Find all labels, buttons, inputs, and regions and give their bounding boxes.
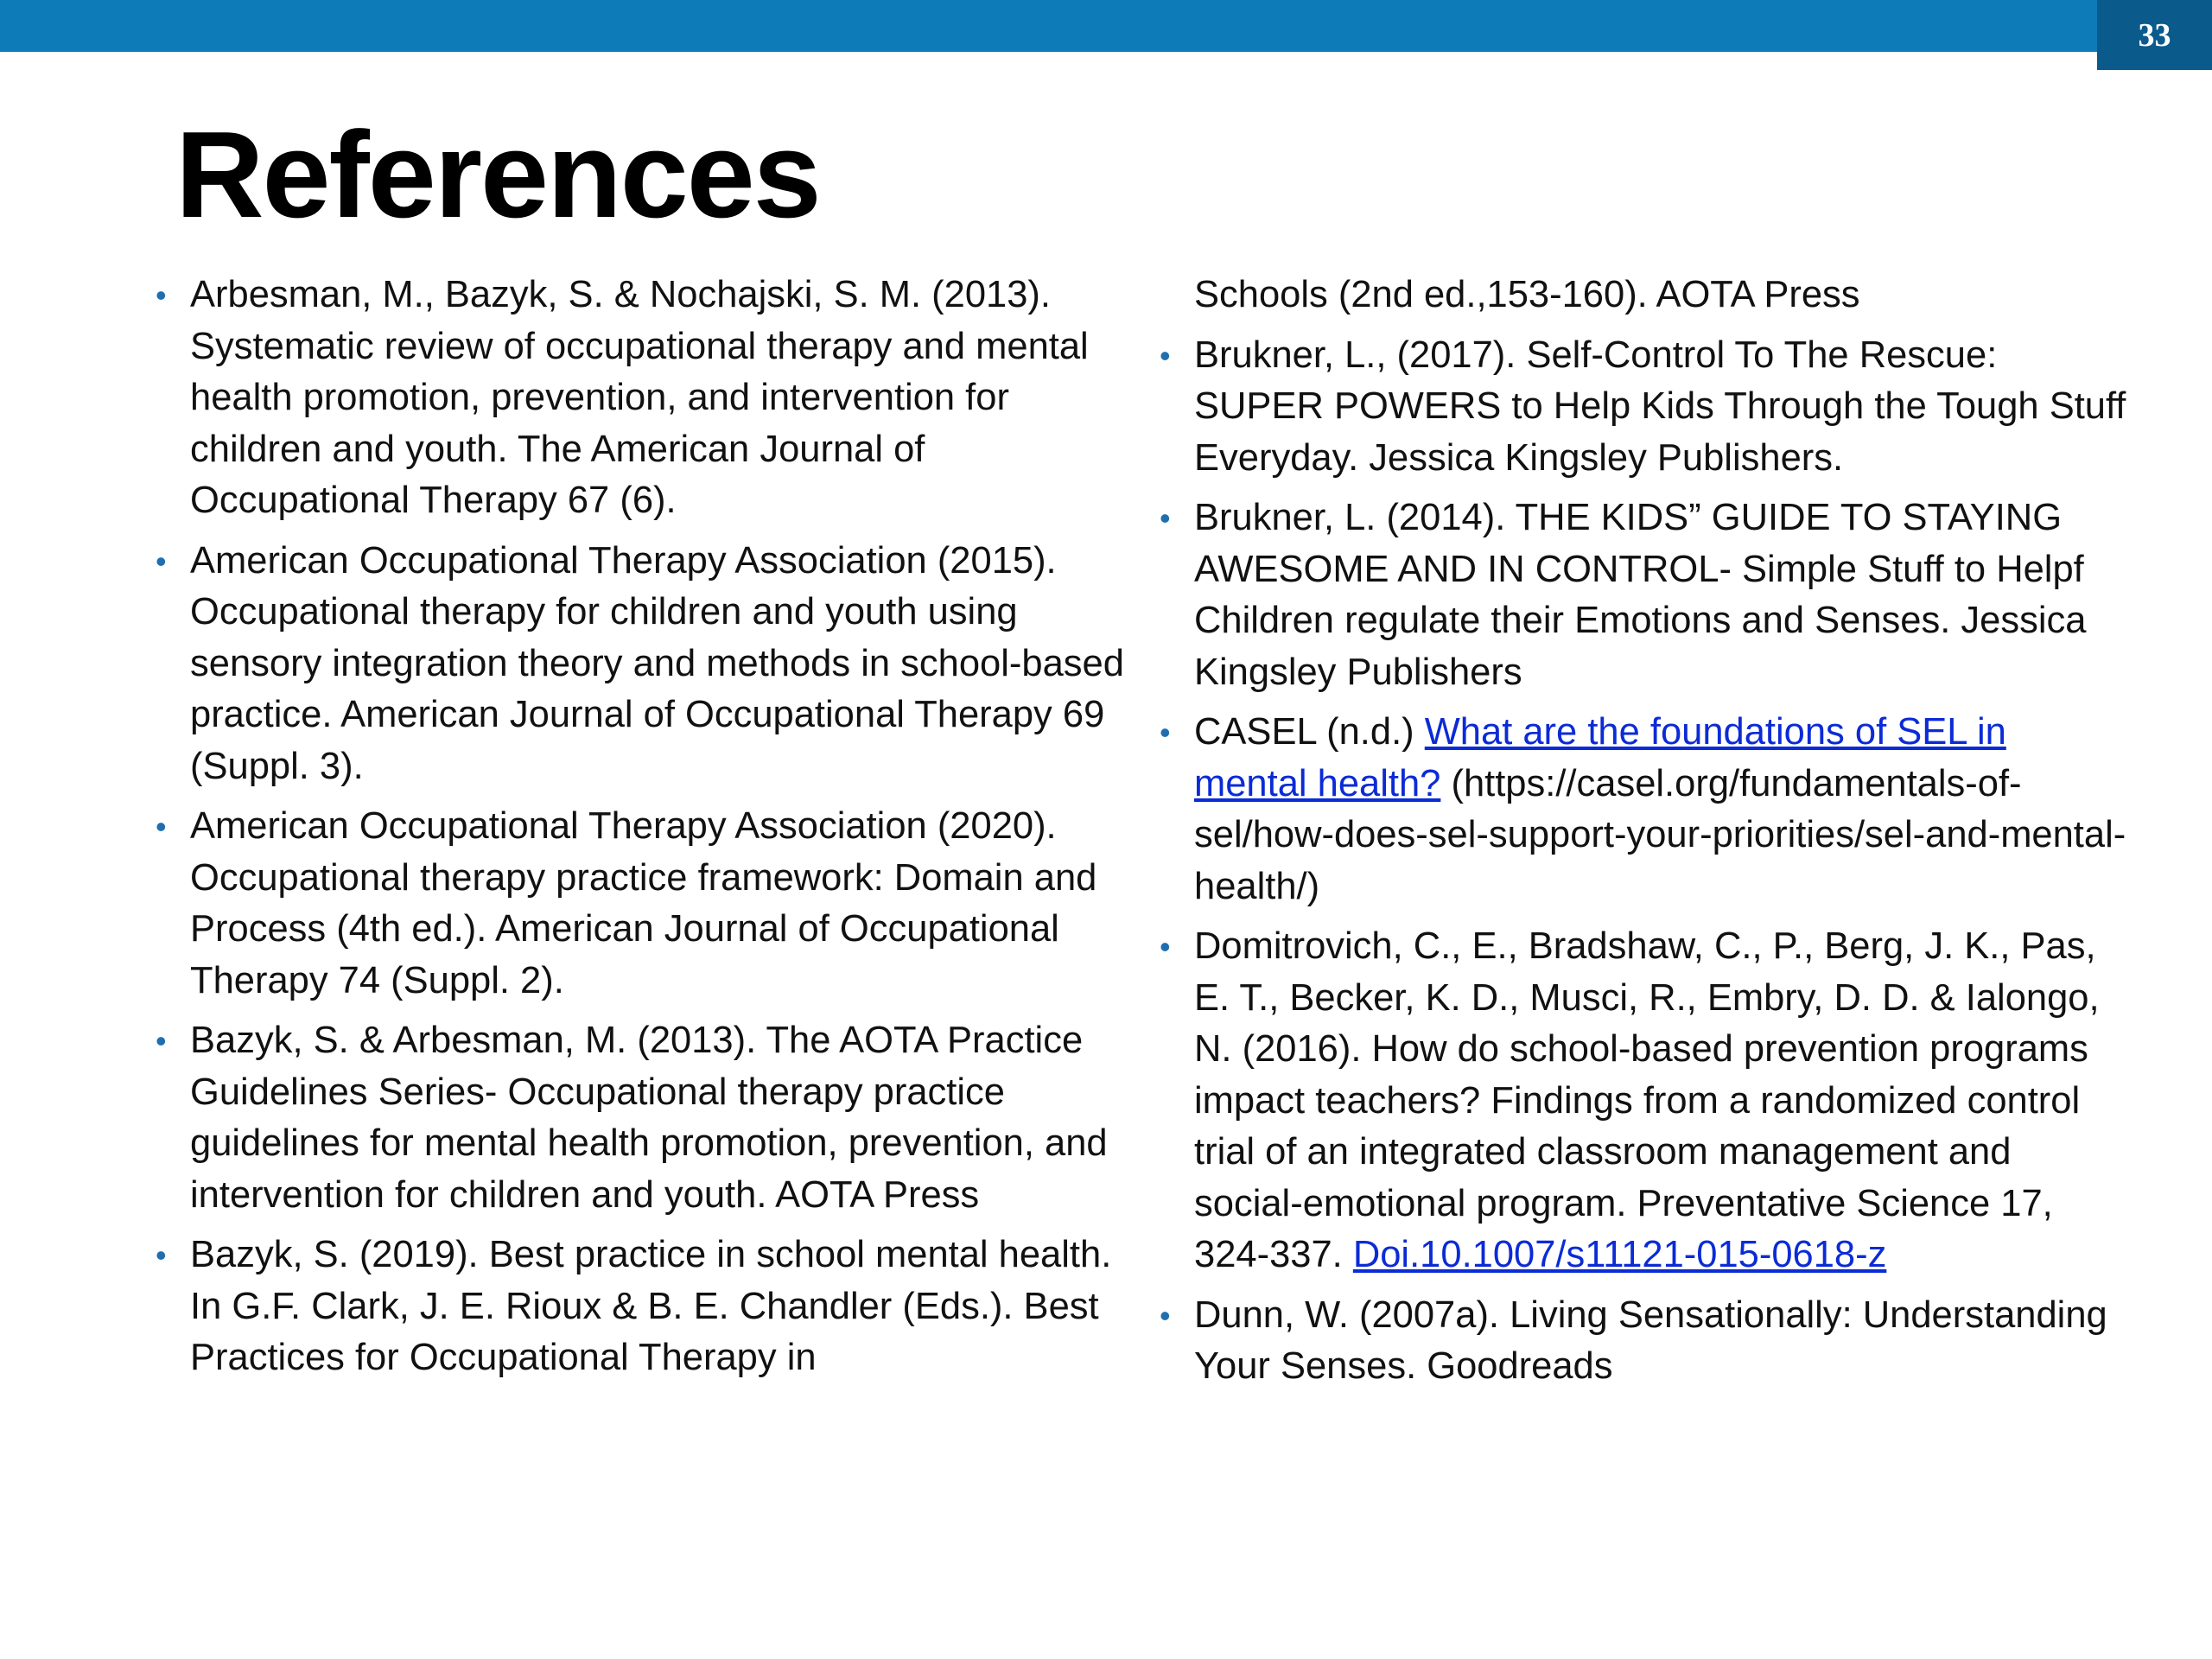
reference-text: Brukner, L. (2014). THE KIDS” GUIDE TO STAYING AWESOME AND IN CONTROL- Simple Stuff to Helpf Children regulate their Emotions and Senses. Jessica Kingsley Publishers: [1194, 497, 2087, 693]
reference-suffix: (https://casel.org/fundamentals-of-sel/how-does-sel-support-your-priorities/sel-and-mental-health/): [1194, 762, 2126, 907]
reference-text: Brukner, L., (2017). Self-Control To The Rescue: SUPER POWERS to Help Kids Through the Tough Stuff Everyday. Jessica Kingsley Publishers.: [1194, 334, 2126, 479]
reference-text: American Occupational Therapy Association (2015). Occupational therapy for children and youth using sensory integration theory and methods in school-based practice. American Journal of Occupational Therapy 69 (Suppl. 3).: [190, 539, 1124, 787]
reference-text: Arbesman, M., Bazyk, S. & Nochajski, S. M. (2013). Systematic review of occupational therapy and mental health promotion, prevention, and intervention for children and youth. The American Journal of Occupational Therapy 67 (6).: [190, 274, 1089, 521]
reference-item: [156, 1015, 1132, 1221]
reference-text: Dunn, W. (2007a). Living Sensationally: Understanding Your Senses. Goodreads: [1194, 1294, 2107, 1387]
reference-item: [1160, 493, 2127, 698]
reference-text: American Occupational Therapy Association (2020). Occupational therapy practice framework: Domain and Process (4th ed.). American Journal of Occupational Therapy 74 (Suppl. 2).: [190, 805, 1097, 1001]
references-left-column: [156, 270, 1132, 1393]
references-right-column: [1160, 270, 2127, 1402]
bullet-icon: •: [156, 543, 167, 579]
bullet-icon: •: [1160, 337, 1171, 373]
doi-link[interactable]: Doi.10.1007/s11121-015-0618-z: [1352, 1234, 1887, 1275]
reference-prefix: CASEL (n.d.): [1194, 711, 1425, 753]
reference-item: [1160, 707, 2127, 912]
slide-title: References: [175, 106, 820, 244]
reference-item: [156, 1230, 1132, 1384]
bullet-icon: •: [156, 277, 167, 313]
bullet-icon: •: [1160, 929, 1171, 964]
reference-item: [1160, 921, 2127, 1281]
casel-link[interactable]: What are the foundations of SEL in mental health?: [1194, 711, 2006, 804]
reference-item: [156, 801, 1132, 1007]
page-number: 33: [2097, 0, 2212, 70]
reference-text: [1194, 925, 2100, 1275]
bullet-icon: •: [156, 1023, 167, 1058]
bullet-icon: •: [1160, 500, 1171, 536]
bullet-icon: •: [1160, 1297, 1171, 1333]
bullet-icon: •: [156, 809, 167, 844]
top-accent-bar: [0, 0, 2212, 52]
reference-text: Bazyk, S. & Arbesman, M. (2013). The AOTA Practice Guidelines Series- Occupational therapy practice guidelines for mental health promotion, prevention, and intervention for children and youth. AOTA Press: [190, 1020, 1108, 1216]
reference-text: Bazyk, S. (2019). Best practice in school mental health. In G.F. Clark, J. E. Rioux & B. E. Chandler (Eds.). Best Practices for Occupational Therapy in: [190, 1234, 1112, 1378]
reference-prefix: Domitrovich, C., E., Bradshaw, C., P., Berg, J. K., Pas, E. T., Becker, K. D., Musci, R., Embry, D. D. & Ialongo, N. (2016). How do school-based prevention programs impact teachers? Findings from a randomized control trial of an integrated classroom management and social-emotional program. Preventative Science 17, 324-337.: [1194, 925, 2100, 1275]
reference-item: [156, 270, 1132, 527]
reference-item: [1160, 1290, 2127, 1393]
reference-text: [1194, 711, 2126, 907]
reference-item: [1160, 330, 2127, 485]
reference-item: [156, 536, 1132, 793]
reference-continuation: Schools (2nd ed.,153-160). AOTA Press: [1194, 274, 1860, 315]
bullet-icon: •: [156, 1237, 167, 1273]
bullet-icon: •: [1160, 715, 1171, 750]
